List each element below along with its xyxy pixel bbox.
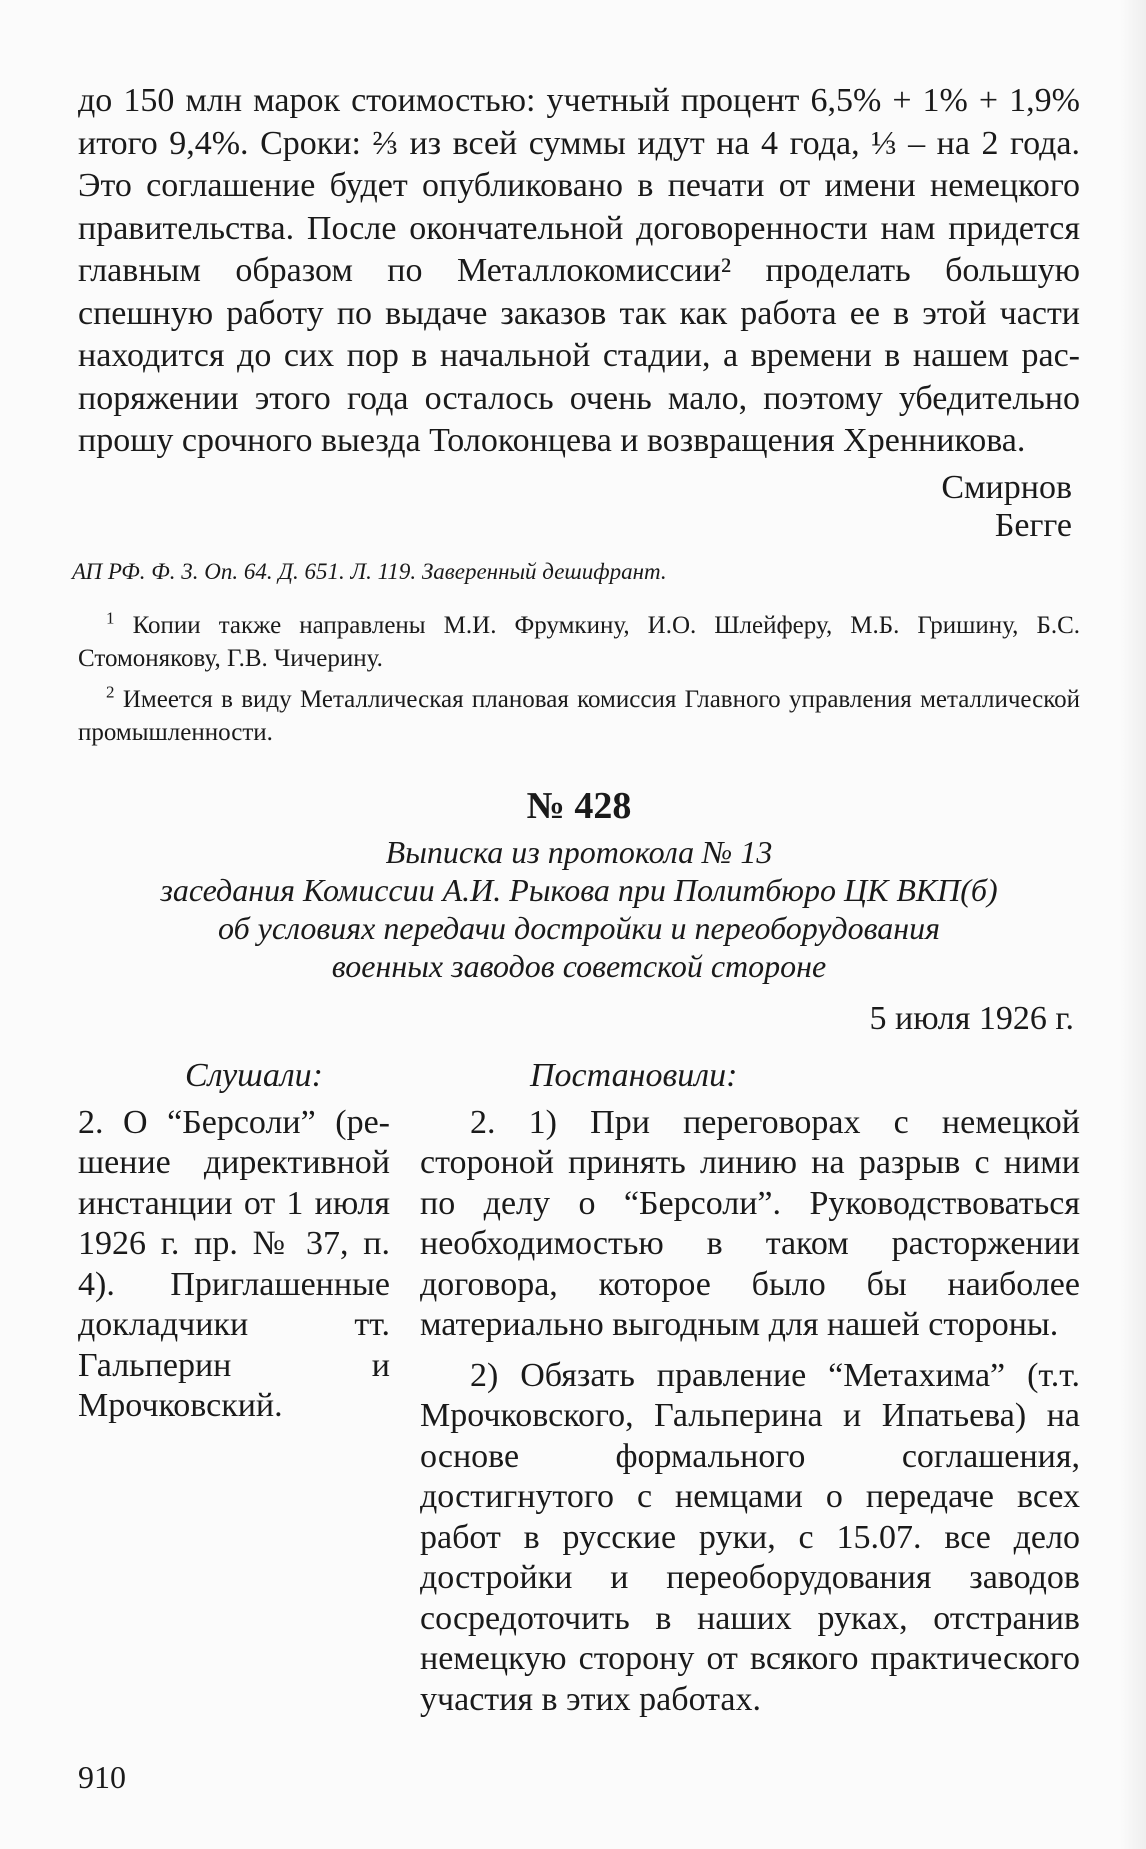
heard-text: 2. О “Берсоли” (решение директивной инстанции от 1 июля 1926 г. пр. № 37, п. 4). Приглашенные докладчики тт. Гальперин и Мрочковский. xyxy=(78,1103,390,1424)
main-paragraph: до 150 млн марок стоимостью: учетный процент 6,5% + 1% + 1,9% итого 9,4%. Сроки: ⅔ из всей суммы идут на 4 года, ⅓ – на 2 года. Это соглашение будет опубликовано в печати от имени немецкого правительства. После окончательной договоренности нам придется главным образом по Металлокомиссии² проделать большую спешную работу по выдаче заказов так как работа ее в этой части находится до сих пор в начальной стадии, а времени в нашем распоряжении этого года осталось очень мало, поэтому убедительно прошу срочного выезда Толоконцева и возвращения Хренникова. xyxy=(78,82,1080,459)
decision-item: 2) Обязать правление “Метахима” (т.т. Мрочковского, Гальперина и Ипатьева) на основе формального соглашения, достигнутого с немцами о передаче всех работ в русские руки, с 15.07. все дело достройки и переоборудования заводов сосредоточить в наших руках, отстранив немецкую сторону от всякого практического участия в этих работах. xyxy=(420,1356,1080,1718)
footnote-mark: 2 xyxy=(106,682,115,702)
heard-label: Слушали: xyxy=(185,1056,323,1094)
footnote-text: Копии также направлены М.И. Фрумкину, И.О. Шлейферу, М.Б. Гришину, Б.С. Стомонякову, Г.В. Чичерину. xyxy=(78,611,1080,672)
decided-column xyxy=(420,1055,1080,1731)
archive-reference: АП РФ. Ф. 3. Оп. 64. Д. 651. Л. 119. Заверенный дешифрант. xyxy=(72,558,667,584)
page-number: 910 xyxy=(78,1759,126,1795)
footnotes xyxy=(78,609,1080,749)
footnote-2 xyxy=(78,683,1080,749)
document-number: № 428 xyxy=(526,784,632,827)
document-title-line: заседания Комиссии А.И. Рыкова при Политбюро ЦК ВКП(б) xyxy=(160,871,998,908)
signature-smirnov: Смирнов xyxy=(941,468,1072,506)
heard-column xyxy=(78,1055,390,1731)
page-edge-shadow xyxy=(1120,0,1146,1849)
page-content xyxy=(72,80,1081,1730)
signature-block xyxy=(78,469,1080,545)
document-title-line: об условиях передачи достройки и переоборудования xyxy=(217,909,941,946)
decided-label: Постановили: xyxy=(530,1056,738,1094)
protocol-table xyxy=(78,1055,1080,1731)
document-title-line: военных заводов советской стороне xyxy=(331,947,827,984)
footnote-mark: 1 xyxy=(106,608,115,628)
document-title xyxy=(78,833,1080,985)
decision-item: 2. 1) При переговорах с немецкой стороной принять линию на разрыв с ними по делу о “Берсоли”. Руководствоваться необходимостью в таком расторжении договора, которое было бы наиболее материально выгодным для нашей стороны. xyxy=(420,1103,1080,1343)
signature-begge: Бегге xyxy=(994,506,1072,544)
document-title-line: Выписка из протокола № 13 xyxy=(385,833,773,870)
footnote-1 xyxy=(78,609,1080,675)
footnote-text: Имеется в виду Металлическая плановая комиссия Главного управления металлической промышленности. xyxy=(78,685,1081,746)
document-date: 5 июля 1926 г. xyxy=(869,999,1074,1037)
